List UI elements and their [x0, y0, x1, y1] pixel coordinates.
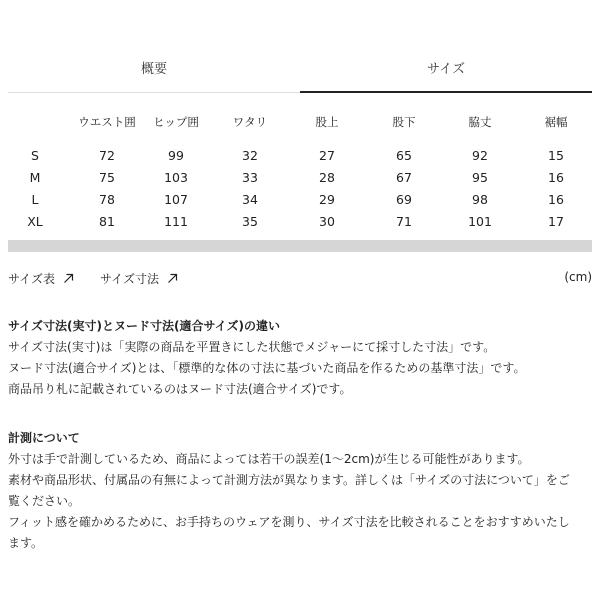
table-cell: 30 [319, 214, 335, 229]
size-label: L [31, 192, 39, 207]
table-horizontal-scrollbar[interactable] [8, 240, 592, 252]
note-line: 覧ください。 [8, 494, 81, 508]
tab-bar [8, 48, 592, 94]
table-cell: 99 [168, 148, 184, 163]
unit-label: (cm) [564, 270, 592, 284]
note-line: 商品吊り札に記載されているのはヌード寸法(適合サイズ)です。 [8, 382, 352, 396]
size-links [8, 270, 592, 290]
column-header-hem-width: 裾幅 [544, 115, 568, 129]
external-arrow-icon [63, 273, 74, 284]
table-cell: 32 [242, 148, 258, 163]
tab-active-indicator [300, 91, 592, 93]
table-cell: 107 [164, 192, 188, 207]
measurement-title: 計測について [8, 431, 80, 445]
table-cell: 101 [468, 214, 492, 229]
table-cell: 111 [164, 214, 188, 229]
note-line: ます。 [8, 536, 44, 550]
note-line: フィット感を確かめるために、お手持ちのウェアを測り、サイズ寸法を比較されることをおすすめいたし [8, 515, 570, 529]
table-cell: 78 [99, 192, 115, 207]
column-header-hip: ヒップ囲 [153, 115, 199, 129]
note-line: サイズ寸法(実寸)は「実際の商品を平置きにした状態でメジャーにて採寸した寸法」です。 [8, 340, 496, 354]
column-header-outseam: 脇丈 [468, 115, 492, 129]
table-cell: 34 [242, 192, 258, 207]
table-cell: 33 [242, 170, 258, 185]
table-cell: 35 [242, 214, 258, 229]
size-label: M [29, 170, 41, 185]
table-cell: 17 [548, 214, 564, 229]
column-header-waist: ウエスト囲 [78, 115, 136, 129]
table-cell: 16 [548, 170, 564, 185]
note-line: ヌード寸法(適合サイズ)とは、「標準的な体の寸法に基づいた商品を作るための基準寸法」です。 [8, 361, 526, 375]
table-cell: 27 [319, 148, 335, 163]
external-arrow-icon [167, 273, 178, 284]
table-cell: 28 [319, 170, 335, 185]
table-cell: 16 [548, 192, 564, 207]
table-cell: 95 [472, 170, 488, 185]
table-cell: 103 [164, 170, 188, 185]
table-cell: 69 [396, 192, 412, 207]
size-chart-link[interactable] [8, 270, 74, 287]
table-cell: 81 [99, 214, 115, 229]
note-line: 外寸は手で計測しているため、商品によっては若干の誤差(1〜2cm)が生じる可能性があります。 [8, 452, 530, 466]
column-header-inseam: 股下 [392, 115, 416, 129]
note-line: 素材や商品形状、付属品の有無によって計測方法が異なります。詳しくは「サイズの寸法について」をご [8, 473, 570, 487]
size-difference-title: サイズ寸法(実寸)とヌード寸法(適合サイズ)の違い [8, 319, 281, 333]
tab-size[interactable]: サイズ [427, 62, 465, 77]
table-cell: 15 [548, 148, 564, 163]
size-chart-link-label: サイズ表 [8, 272, 56, 286]
size-measurement-link[interactable] [100, 270, 178, 287]
size-difference-note [8, 316, 592, 400]
size-measurement-link-label: サイズ寸法 [100, 272, 160, 286]
size-label: XL [27, 214, 43, 229]
table-cell: 67 [396, 170, 412, 185]
table-cell: 29 [319, 192, 335, 207]
table-cell: 75 [99, 170, 115, 185]
column-header-rise: 股上 [315, 115, 339, 129]
measurement-note [8, 428, 592, 554]
size-label: S [31, 148, 39, 163]
table-cell: 92 [472, 148, 488, 163]
table-cell: 71 [396, 214, 412, 229]
table-cell: 98 [472, 192, 488, 207]
tab-overview[interactable]: 概要 [140, 62, 167, 77]
column-header-thigh: ワタリ [232, 115, 268, 129]
table-cell: 72 [99, 148, 115, 163]
table-cell: 65 [396, 148, 412, 163]
size-table [8, 112, 592, 238]
